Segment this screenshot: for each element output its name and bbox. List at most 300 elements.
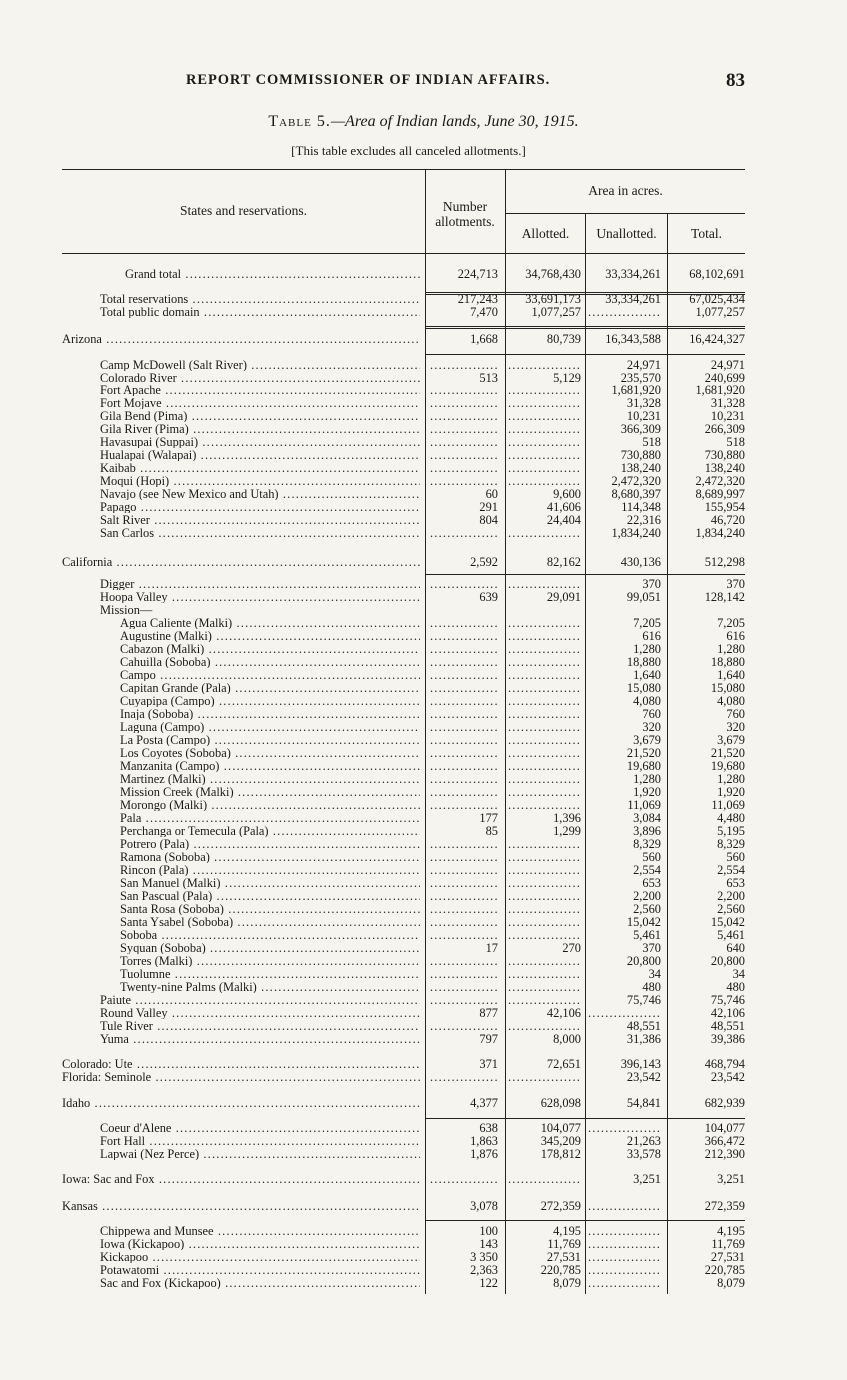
cell-total: 15,080 <box>710 682 745 694</box>
cell-number <box>430 449 498 461</box>
cell-unallotted: 23,542 <box>626 1071 661 1083</box>
cell-unallotted: 3,251 <box>633 1173 661 1185</box>
table-row <box>0 436 847 448</box>
table-row <box>0 747 847 759</box>
cell-unallotted: 54,841 <box>626 1097 661 1109</box>
cell-number <box>430 929 498 941</box>
table-row <box>0 682 847 694</box>
cell-total: 2,560 <box>717 903 745 915</box>
table-row <box>0 514 847 526</box>
row-name: Mission— <box>100 603 153 617</box>
row-name: Cahuilla (Soboba) ..... <box>120 656 420 668</box>
row-name: Rincon (Pala) ..... <box>120 864 420 876</box>
table-row <box>0 760 847 772</box>
cell-number <box>430 786 498 798</box>
cell-allotted <box>508 877 581 889</box>
cell-allotted <box>508 449 581 461</box>
cell-total: 138,240 <box>704 462 745 474</box>
cell-number: 1,863 <box>470 1135 498 1147</box>
cell-total: 212,390 <box>704 1148 745 1160</box>
table-row <box>0 1007 847 1019</box>
cell-total: 8,079 <box>717 1277 745 1289</box>
cell-total: 1,280 <box>717 773 745 785</box>
table-row <box>0 449 847 461</box>
cell-allotted: 8,079 <box>553 1277 581 1289</box>
page-header <box>0 70 847 94</box>
table-row <box>0 1135 847 1147</box>
cell-total: 155,954 <box>704 501 745 513</box>
row-name: Florida: Seminole ..... <box>62 1071 420 1083</box>
cell-number <box>430 475 498 487</box>
cell-allotted <box>508 981 581 993</box>
cell-total: 1,640 <box>717 669 745 681</box>
cell-total: 42,106 <box>710 1007 745 1019</box>
row-name: Kaibab ..... <box>100 462 420 474</box>
cell-total: 512,298 <box>704 556 745 568</box>
table-row <box>0 877 847 889</box>
row-name: Hoopa Valley ..... <box>100 591 420 603</box>
cell-allotted: 41,606 <box>546 501 581 513</box>
cell-number: 3,078 <box>470 1200 498 1212</box>
cell-allotted: 82,162 <box>546 556 581 568</box>
cell-total: 616 <box>726 630 745 642</box>
table-row <box>0 1071 847 1083</box>
cell-number <box>430 708 498 720</box>
table-row <box>0 1264 847 1276</box>
cell-allotted: 42,106 <box>546 1007 581 1019</box>
cell-total: 16,424,327 <box>689 333 745 345</box>
cell-number <box>430 838 498 850</box>
table-row <box>0 527 847 539</box>
cell-unallotted: 3,084 <box>633 812 661 824</box>
cell-unallotted: 2,472,320 <box>611 475 661 487</box>
cell-unallotted: 15,080 <box>626 682 661 694</box>
row-name: Potrero (Pala) ..... <box>120 838 420 850</box>
row-name: Perchanga or Temecula (Pala) ..... <box>120 825 420 837</box>
row-name: Gila Bend (Pima) ..... <box>100 410 420 422</box>
table-row <box>0 825 847 837</box>
row-name: Iowa: Sac and Fox ..... <box>62 1173 420 1185</box>
column-header-allotted: Allotted. <box>521 226 570 241</box>
table-row <box>0 994 847 1006</box>
cell-total: 5,461 <box>717 929 745 941</box>
cell-number: 85 <box>485 825 498 837</box>
table-row <box>0 1173 847 1185</box>
cell-number <box>430 747 498 759</box>
cell-allotted: 272,359 <box>540 1200 581 1212</box>
table-row <box>0 721 847 733</box>
header-bottom-rule <box>62 253 745 254</box>
cell-allotted <box>508 410 581 422</box>
table-row <box>0 306 847 318</box>
cell-number: 217,243 <box>457 293 498 305</box>
cell-number <box>430 877 498 889</box>
cell-number <box>430 721 498 733</box>
cell-allotted: 345,209 <box>540 1135 581 1147</box>
cell-total: 27,531 <box>710 1251 745 1263</box>
cell-total: 10,231 <box>710 410 745 422</box>
table-row <box>0 669 847 681</box>
cell-number <box>430 799 498 811</box>
cell-number: 3 350 <box>470 1251 498 1263</box>
cell-unallotted <box>588 1277 661 1289</box>
cell-allotted: 8,000 <box>553 1033 581 1045</box>
row-name: Iowa (Kickapoo) ..... <box>100 1238 420 1250</box>
table-row <box>0 1225 847 1237</box>
cell-number: 143 <box>479 1238 498 1250</box>
cell-allotted <box>508 384 581 396</box>
cell-allotted <box>508 721 581 733</box>
cell-total: 8,329 <box>717 838 745 850</box>
cell-total: 23,542 <box>710 1071 745 1083</box>
cell-unallotted <box>588 1238 661 1250</box>
cell-allotted <box>508 747 581 759</box>
cell-unallotted: 320 <box>642 721 661 733</box>
row-name: Santa Ysabel (Soboba) ..... <box>120 916 420 928</box>
row-name: Campo ..... <box>120 669 420 681</box>
table-note: [This table excludes all canceled allotments.] <box>291 143 526 158</box>
row-name: California ..... <box>62 556 420 568</box>
cell-unallotted: 20,800 <box>626 955 661 967</box>
cell-number <box>430 734 498 746</box>
row-name: Morongo (Malki) ..... <box>120 799 420 811</box>
cell-total: 11,069 <box>711 799 745 811</box>
cell-unallotted: 1,834,240 <box>611 527 661 539</box>
cell-unallotted: 653 <box>642 877 661 889</box>
cell-unallotted: 114,348 <box>621 501 661 513</box>
cell-unallotted <box>588 1122 661 1134</box>
cell-allotted <box>508 864 581 876</box>
row-name: Fort Mojave ..... <box>100 397 420 409</box>
column-header-number: Number allotments. <box>435 199 495 229</box>
table-row <box>0 268 847 280</box>
cell-number <box>430 903 498 915</box>
cell-unallotted: 33,334,261 <box>605 293 661 305</box>
cell-allotted <box>508 786 581 798</box>
cell-unallotted <box>588 1200 661 1212</box>
cell-allotted <box>508 475 581 487</box>
row-name: Salt River ..... <box>100 514 420 526</box>
cell-number <box>430 981 498 993</box>
table-row <box>0 462 847 474</box>
cell-allotted <box>508 695 581 707</box>
cell-allotted <box>508 1071 581 1083</box>
cell-number: 7,470 <box>470 306 498 318</box>
section-rule <box>425 1118 745 1119</box>
cell-number: 804 <box>479 514 498 526</box>
table-row <box>0 734 847 746</box>
cell-unallotted: 1,920 <box>633 786 661 798</box>
cell-allotted: 80,739 <box>546 333 581 345</box>
cell-total: 46,720 <box>710 514 745 526</box>
table-row <box>0 929 847 941</box>
cell-unallotted: 21,520 <box>626 747 661 759</box>
cell-allotted <box>508 799 581 811</box>
cell-unallotted <box>588 1251 661 1263</box>
cell-unallotted: 24,971 <box>626 359 661 371</box>
cell-total: 1,920 <box>717 786 745 798</box>
cell-allotted: 72,651 <box>546 1058 581 1070</box>
cell-total: 560 <box>726 851 745 863</box>
cell-allotted <box>508 1020 581 1032</box>
cell-unallotted: 2,560 <box>633 903 661 915</box>
cell-allotted: 104,077 <box>540 1122 581 1134</box>
cell-number: 224,713 <box>457 268 498 280</box>
cell-number: 638 <box>479 1122 498 1134</box>
cell-unallotted: 8,329 <box>633 838 661 850</box>
row-name: Laguna (Campo) ..... <box>120 721 420 733</box>
cell-allotted <box>508 1173 581 1185</box>
cell-total: 240,699 <box>704 372 745 384</box>
cell-allotted: 24,404 <box>546 514 581 526</box>
cell-unallotted: 730,880 <box>620 449 661 461</box>
cell-unallotted: 5,461 <box>633 929 661 941</box>
cell-unallotted: 99,051 <box>626 591 661 603</box>
row-name: Coeur d'Alene ..... <box>100 1122 420 1134</box>
row-name: Moqui (Hopi) ..... <box>100 475 420 487</box>
table-row <box>0 1058 847 1070</box>
cell-allotted <box>508 682 581 694</box>
cell-total: 4,080 <box>717 695 745 707</box>
cell-allotted <box>508 955 581 967</box>
running-title: REPORT COMMISSIONER OF INDIAN AFFAIRS. <box>186 72 551 88</box>
row-name: Syquan (Soboba) ..... <box>120 942 420 954</box>
row-name: Havasupai (Suppai) ..... <box>100 436 420 448</box>
table-top-rule <box>62 169 745 170</box>
table-row <box>0 1033 847 1045</box>
cell-allotted <box>508 916 581 928</box>
table-label: Table 5. <box>268 113 331 130</box>
cell-number: 371 <box>479 1058 498 1070</box>
cell-allotted <box>508 527 581 539</box>
cell-allotted <box>508 462 581 474</box>
table-row <box>0 630 847 642</box>
table-row <box>0 695 847 707</box>
cell-allotted: 5,129 <box>553 372 581 384</box>
cell-unallotted <box>588 1007 661 1019</box>
row-name: Augustine (Malki) ..... <box>120 630 420 642</box>
cell-unallotted <box>588 1264 661 1276</box>
table-row <box>0 916 847 928</box>
table-row <box>0 1122 847 1134</box>
cell-number <box>430 630 498 642</box>
table-row <box>0 410 847 422</box>
cell-number: 513 <box>479 372 498 384</box>
row-name: Pala ..... <box>120 812 420 824</box>
cell-number <box>430 410 498 422</box>
cell-total: 682,939 <box>704 1097 745 1109</box>
cell-total: 266,309 <box>704 423 745 435</box>
row-name: Colorado: Ute ..... <box>62 1058 420 1070</box>
row-name: Twenty-nine Palms (Malki) ..... <box>120 981 420 993</box>
row-name: Mission Creek (Malki) ..... <box>120 786 420 798</box>
cell-number <box>430 851 498 863</box>
cell-unallotted <box>588 306 661 318</box>
row-name: Sac and Fox (Kickapoo) ..... <box>100 1277 420 1289</box>
cell-total: 1,681,920 <box>695 384 745 396</box>
cell-unallotted: 1,681,920 <box>611 384 661 396</box>
table-row <box>0 556 847 568</box>
cell-total: 730,880 <box>704 449 745 461</box>
cell-unallotted <box>588 1225 661 1237</box>
row-name: Inaja (Soboba) ..... <box>120 708 420 720</box>
cell-number <box>430 423 498 435</box>
cell-allotted <box>508 643 581 655</box>
cell-allotted: 29,091 <box>546 591 581 603</box>
cell-allotted: 1,077,257 <box>531 306 581 318</box>
cell-total: 34 <box>732 968 745 980</box>
cell-unallotted: 1,640 <box>633 669 661 681</box>
table-row <box>0 890 847 902</box>
cell-total: 24,971 <box>710 359 745 371</box>
row-name: Arizona ..... <box>62 333 420 345</box>
cell-unallotted: 22,316 <box>626 514 661 526</box>
cell-unallotted: 2,200 <box>633 890 661 902</box>
table-title <box>0 113 847 131</box>
row-name: Chippewa and Munsee ..... <box>100 1225 420 1237</box>
cell-total: 48,551 <box>710 1020 745 1032</box>
cell-unallotted: 1,280 <box>633 773 661 785</box>
cell-number <box>430 760 498 772</box>
row-name: Fort Apache ..... <box>100 384 420 396</box>
cell-allotted <box>508 630 581 642</box>
cell-allotted <box>508 890 581 902</box>
table-row <box>0 501 847 513</box>
cell-number <box>430 994 498 1006</box>
cell-number: 2,592 <box>470 556 498 568</box>
row-name: Cabazon (Malki) ..... <box>120 643 420 655</box>
cell-number: 291 <box>479 501 498 513</box>
row-name: Manzanita (Campo) ..... <box>120 760 420 772</box>
cell-unallotted: 7,205 <box>633 617 661 629</box>
row-name: Martinez (Malki) ..... <box>120 773 420 785</box>
table-row <box>0 786 847 798</box>
cell-total: 31,328 <box>710 397 745 409</box>
row-name: San Carlos ..... <box>100 527 420 539</box>
cell-total: 640 <box>726 942 745 954</box>
row-name: Agua Caliente (Malki) ..... <box>120 617 420 629</box>
cell-number <box>430 462 498 474</box>
cell-number: 1,876 <box>470 1148 498 1160</box>
cell-allotted <box>508 838 581 850</box>
table-row <box>0 578 847 590</box>
table-row <box>0 617 847 629</box>
cell-unallotted: 21,263 <box>626 1135 661 1147</box>
cell-total: 11,769 <box>711 1238 745 1250</box>
row-name: Cuyapipa (Campo) ..... <box>120 695 420 707</box>
cell-unallotted: 396,143 <box>620 1058 661 1070</box>
cell-unallotted: 10,231 <box>626 410 661 422</box>
table-row <box>0 799 847 811</box>
total-rule <box>425 328 745 329</box>
cell-total: 39,386 <box>710 1033 745 1045</box>
table-row <box>0 942 847 954</box>
area-group-rule <box>506 213 745 214</box>
cell-total: 468,794 <box>704 1058 745 1070</box>
cell-allotted: 9,600 <box>553 488 581 500</box>
table-row <box>0 1020 847 1032</box>
cell-total: 104,077 <box>704 1122 745 1134</box>
cell-number: 4,377 <box>470 1097 498 1109</box>
table-row <box>0 851 847 863</box>
table-row <box>0 643 847 655</box>
row-name: Total public domain ..... <box>100 306 420 318</box>
cell-allotted: 27,531 <box>546 1251 581 1263</box>
cell-unallotted: 31,328 <box>626 397 661 409</box>
cell-allotted: 270 <box>562 942 581 954</box>
row-name: Capitan Grande (Pala) ..... <box>120 682 420 694</box>
cell-unallotted: 2,554 <box>633 864 661 876</box>
cell-total: 1,280 <box>717 643 745 655</box>
row-name: Potawatomi ..... <box>100 1264 420 1276</box>
cell-total: 7,205 <box>717 617 745 629</box>
cell-number <box>430 890 498 902</box>
row-name: Soboba ..... <box>120 929 420 941</box>
cell-total: 15,042 <box>710 916 745 928</box>
cell-number: 2,363 <box>470 1264 498 1276</box>
cell-total: 1,077,257 <box>695 306 745 318</box>
cell-number <box>430 773 498 785</box>
cell-unallotted: 31,386 <box>626 1033 661 1045</box>
cell-total: 2,200 <box>717 890 745 902</box>
cell-total: 20,800 <box>710 955 745 967</box>
row-name: Idaho ..... <box>62 1097 420 1109</box>
cell-number <box>430 695 498 707</box>
cell-unallotted: 8,680,397 <box>611 488 661 500</box>
table-row <box>0 423 847 435</box>
row-name: Tuolumne ..... <box>120 968 420 980</box>
cell-unallotted: 1,280 <box>633 643 661 655</box>
table-row <box>0 708 847 720</box>
cell-unallotted: 3,896 <box>633 825 661 837</box>
cell-number <box>430 1173 498 1185</box>
table-row <box>0 838 847 850</box>
cell-unallotted: 48,551 <box>626 1020 661 1032</box>
cell-unallotted: 75,746 <box>626 994 661 1006</box>
table-row <box>0 1200 847 1212</box>
cell-allotted <box>508 968 581 980</box>
cell-total: 68,102,691 <box>689 268 745 280</box>
table-row <box>0 372 847 384</box>
cell-number <box>430 643 498 655</box>
table-row <box>0 397 847 409</box>
cell-number <box>430 682 498 694</box>
cell-number <box>430 656 498 668</box>
cell-total: 2,554 <box>717 864 745 876</box>
cell-allotted <box>508 359 581 371</box>
row-name: Kansas ..... <box>62 1200 420 1212</box>
cell-unallotted: 18,880 <box>626 656 661 668</box>
cell-unallotted: 16,343,588 <box>605 333 661 345</box>
cell-unallotted: 34 <box>648 968 661 980</box>
cell-total: 480 <box>726 981 745 993</box>
cell-allotted: 628,098 <box>540 1097 581 1109</box>
cell-allotted <box>508 617 581 629</box>
cell-unallotted: 480 <box>642 981 661 993</box>
cell-allotted <box>508 929 581 941</box>
cell-total: 3,679 <box>717 734 745 746</box>
column-header-total: Total. <box>691 226 722 241</box>
cell-unallotted: 366,309 <box>620 423 661 435</box>
cell-allotted: 34,768,430 <box>525 268 581 280</box>
cell-number <box>430 669 498 681</box>
row-name: Kickapoo ..... <box>100 1251 420 1263</box>
cell-total: 5,195 <box>717 825 745 837</box>
cell-unallotted: 33,578 <box>626 1148 661 1160</box>
row-name: Camp McDowell (Salt River) ..... <box>100 359 420 371</box>
section-rule <box>425 574 745 575</box>
row-name: Gila River (Pima) ..... <box>100 423 420 435</box>
